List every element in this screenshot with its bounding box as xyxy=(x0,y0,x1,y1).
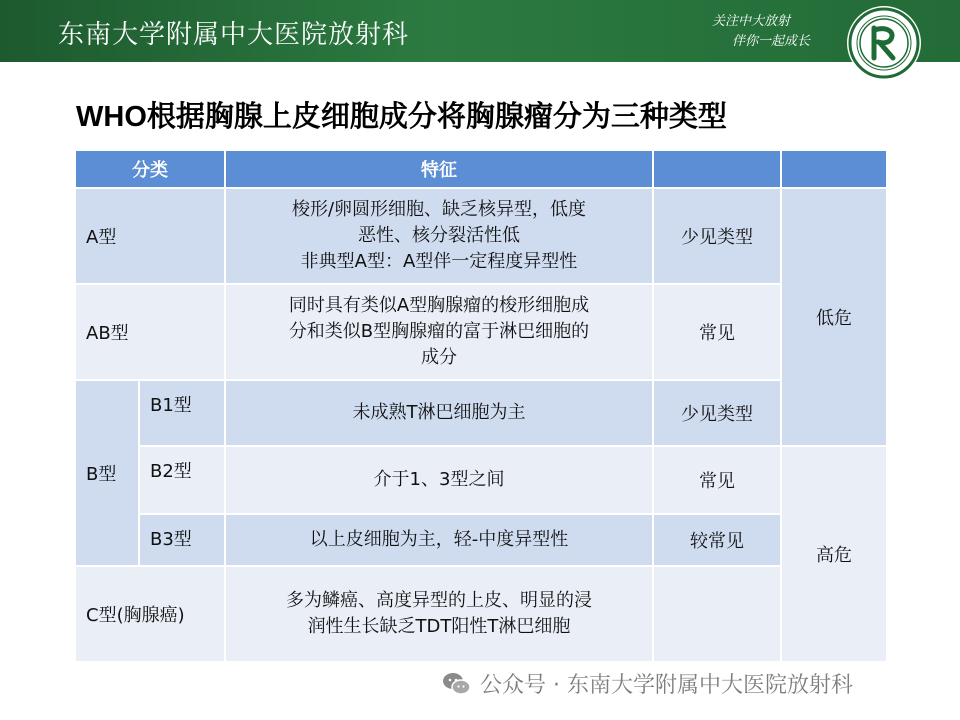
table-row xyxy=(75,446,887,514)
feature-line: 介于1、3型之间 xyxy=(373,469,505,490)
subtype-cell: B3型 xyxy=(139,514,225,566)
page-title: WHO根据胸腺上皮细胞成分将胸腺瘤分为三种类型 xyxy=(76,101,727,133)
frequency-cell xyxy=(653,566,781,662)
feature-cell xyxy=(225,566,653,662)
type-cell: A型 xyxy=(75,188,225,284)
feature-line: 分和类似B型胸腺瘤的富于淋巴细胞的 xyxy=(288,321,590,342)
slogan-line-2: 伴你一起成长 xyxy=(732,34,811,49)
risk-low-cell: 低危 xyxy=(781,188,887,446)
subtype-cell: B1型 xyxy=(139,380,225,446)
feature-line: 同时具有类似A型胸腺瘤的梭形细胞成 xyxy=(288,295,590,316)
frequency-cell: 少见类型 xyxy=(653,188,781,284)
hospital-logo-icon xyxy=(847,6,921,80)
type-cell: C型(胸腺癌) xyxy=(75,566,225,662)
frequency-cell: 常见 xyxy=(653,284,781,380)
table-header-row xyxy=(75,150,887,188)
feature-cell xyxy=(225,446,653,514)
frequency-cell: 少见类型 xyxy=(653,380,781,446)
risk-high-cell: 高危 xyxy=(781,446,887,662)
table-row xyxy=(75,284,887,380)
wechat-icon xyxy=(442,671,472,697)
feature-line: 多为鳞癌、高度异型的上皮、明显的浸 xyxy=(286,590,592,611)
subtype-cell: B2型 xyxy=(139,446,225,514)
feature-cell xyxy=(225,380,653,446)
feature-cell xyxy=(225,188,653,284)
frequency-cell: 较常见 xyxy=(653,514,781,566)
feature-cell xyxy=(225,514,653,566)
watermark xyxy=(442,668,853,699)
feature-line: 恶性、核分裂活性低 xyxy=(358,225,520,246)
feature-line: 非典型A型：A型伴一定程度异型性 xyxy=(300,251,578,272)
header-frequency xyxy=(653,150,781,188)
slogan-line-1: 关注中大放射 xyxy=(712,14,791,29)
table-row xyxy=(75,514,887,566)
feature-line: 以上皮细胞为主，轻-中度异型性 xyxy=(309,529,569,550)
header-category: 分类 xyxy=(75,150,225,188)
feature-line: 成分 xyxy=(421,347,457,368)
who-classification-table xyxy=(74,149,888,663)
slogan xyxy=(712,12,810,52)
header-banner xyxy=(0,0,960,62)
type-cell: AB型 xyxy=(75,284,225,380)
table-row xyxy=(75,188,887,284)
hospital-name: 东南大学附属中大医院放射科 xyxy=(58,20,410,50)
type-cell: B型 xyxy=(75,380,139,566)
feature-cell xyxy=(225,284,653,380)
header-feature: 特征 xyxy=(225,150,653,188)
header-risk xyxy=(781,150,887,188)
feature-line: 梭形/卵圆形细胞、缺乏核异型，低度 xyxy=(291,199,587,220)
feature-line: 润性生长缺乏TDT阳性T淋巴细胞 xyxy=(307,616,571,637)
table-row xyxy=(75,380,887,446)
frequency-cell: 常见 xyxy=(653,446,781,514)
feature-line: 未成熟T淋巴细胞为主 xyxy=(352,402,526,423)
table-row xyxy=(75,566,887,662)
watermark-text: 公众号 · 东南大学附属中大医院放射科 xyxy=(480,673,853,698)
